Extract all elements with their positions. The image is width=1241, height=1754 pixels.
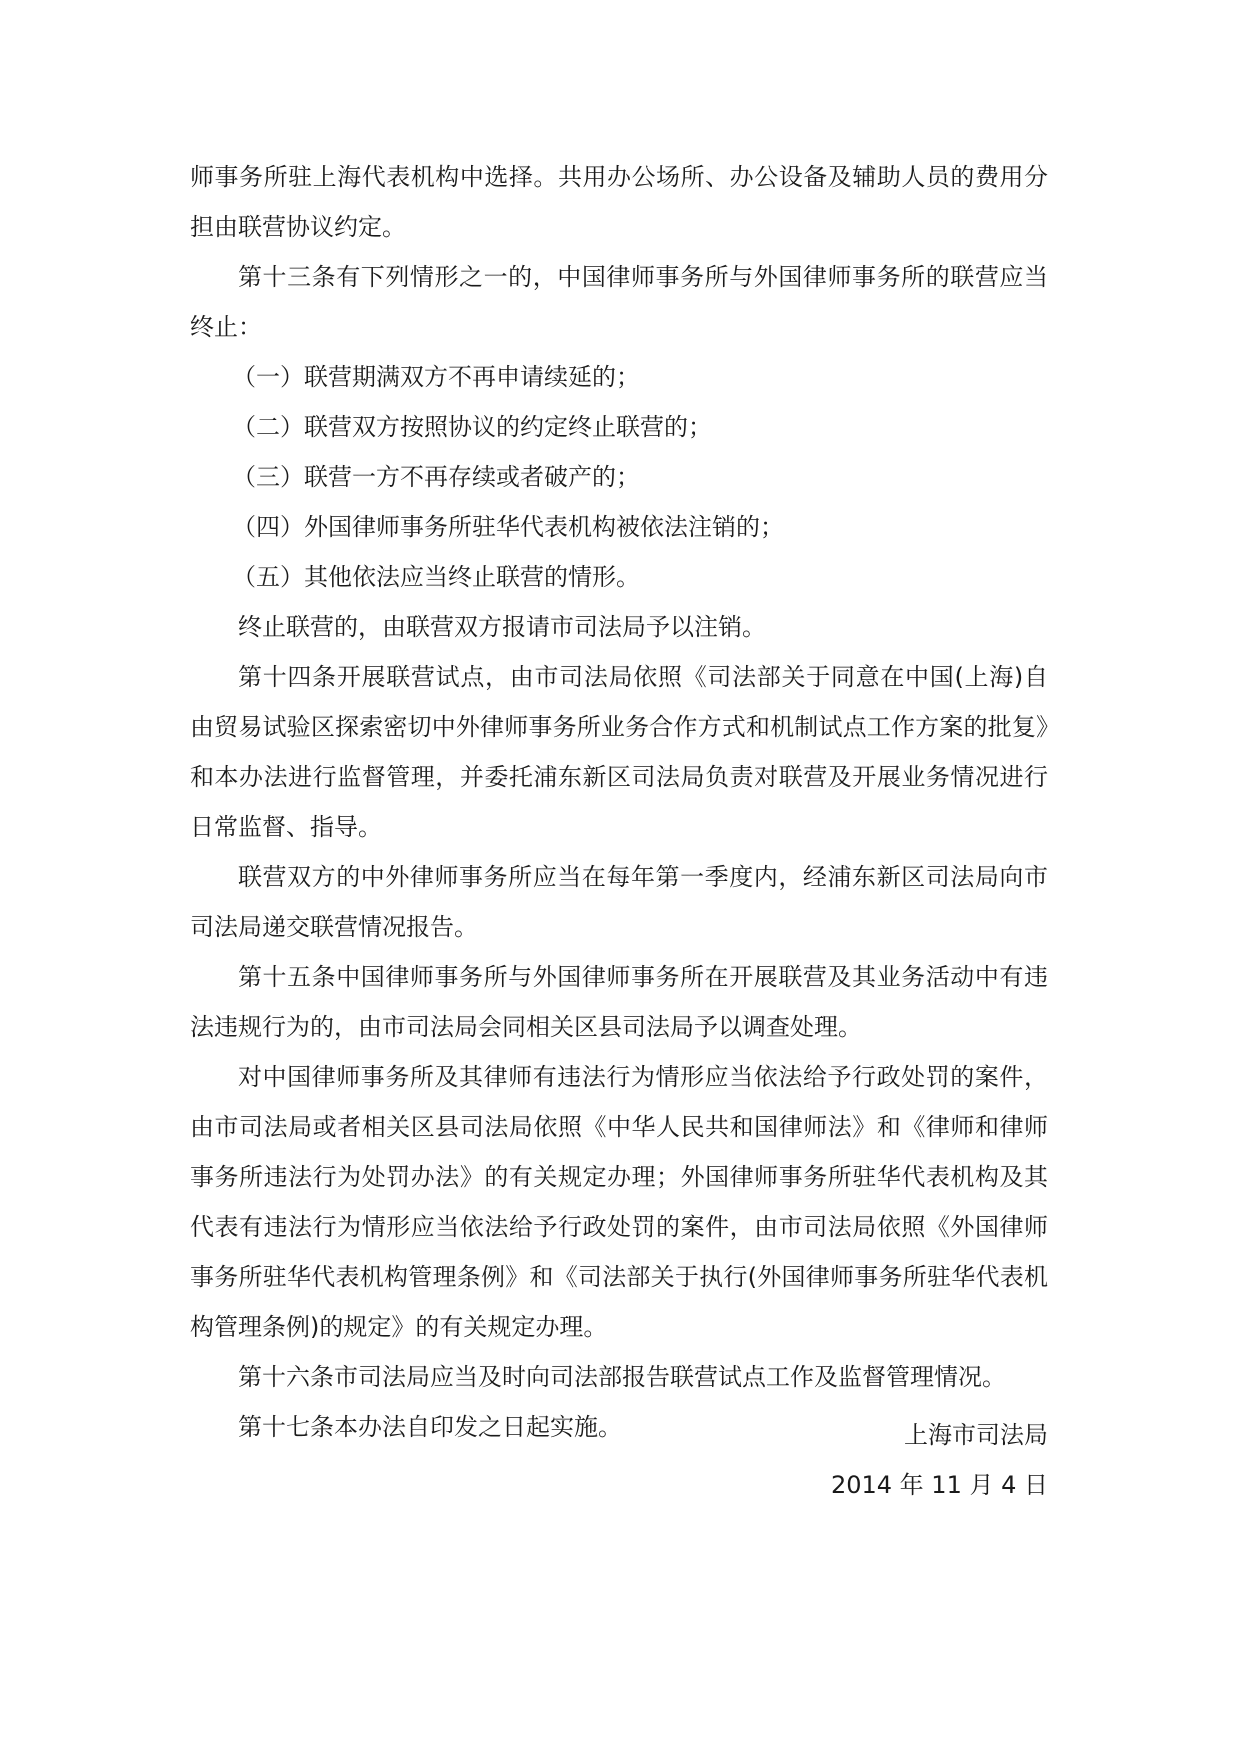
article-13-termination-note: 终止联营的，由联营双方报请市司法局予以注销。 <box>238 613 766 641</box>
issuer-name: 上海市司法局 <box>904 1421 1048 1449</box>
article-15-penalty-note: 对中国律师事务所及其律师有违法行为情形应当依法给予行政处罚的案件，由市司法局或者相关区县司法局依照《中华人民共和国律师法》和《律师和律师事务所违法行为处罚办法》的有关规定办理；外国律师事务所驻华代表机构及其代表有违法行为情形应当依法给予行政处罚的案件，由市司法局依照《外国律师事务所驻华代表机构管理条例》和《司法部关于执行(外国律师事务所驻华代表机构管理条例)的规定》的有关规定办理。 <box>190 1063 1048 1341</box>
article-13-item-4: （四）外国律师事务所驻华代表机构被依法注销的； <box>232 513 784 541</box>
article-13-item-3: （三）联营一方不再存续或者破产的； <box>232 463 640 491</box>
article-13-item-5: （五）其他依法应当终止联营的情形。 <box>232 563 640 591</box>
article-13-item-1: （一）联营期满双方不再申请续延的； <box>232 363 640 391</box>
article-14: 第十四条开展联营试点，由市司法局依照《司法部关于同意在中国(上海)自由贸易试验区探索密切中外律师事务所业务合作方式和机制试点工作方案的批复》和本办法进行监督管理，并委托浦东新区司法局负责对联营及开展业务情况进行日常监督、指导。 <box>190 663 1048 841</box>
article-15: 第十五条中国律师事务所与外国律师事务所在开展联营及其业务活动中有违法违规行为的，由市司法局会同相关区县司法局予以调查处理。 <box>190 963 1048 1041</box>
article-16: 第十六条市司法局应当及时向司法部报告联营试点工作及监督管理情况。 <box>238 1363 1006 1391</box>
article-17: 第十七条本办法自印发之日起实施。 <box>238 1413 622 1441</box>
issue-date: 2014 年 11 月 4 日 <box>830 1471 1048 1499</box>
document-body <box>190 152 1048 1452</box>
article-14-report-note: 联营双方的中外律师事务所应当在每年第一季度内，经浦东新区司法局向市司法局递交联营情况报告。 <box>190 863 1048 941</box>
signature-block <box>831 1410 1048 1510</box>
article-13: 第十三条有下列情形之一的，中国律师事务所与外国律师事务所的联营应当终止： <box>190 263 1048 341</box>
paragraph-continuation: 师事务所驻上海代表机构中选择。共用办公场所、办公设备及辅助人员的费用分担由联营协议约定。 <box>190 163 1048 241</box>
article-13-item-2: （二）联营双方按照协议的约定终止联营的； <box>232 413 712 441</box>
